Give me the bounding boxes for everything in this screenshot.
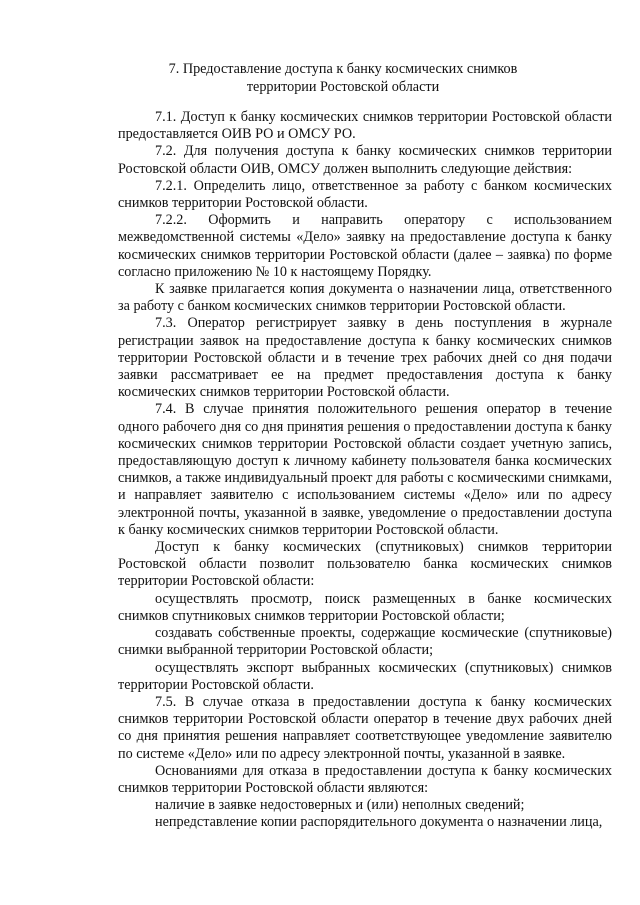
paragraph-7-5: 7.5. В случае отказа в предоставлении доступа к банку космических снимков территории Ростовской области оператор в течение двух рабочих дней со дня принятия решения направляет соответствующее уведомление заявителю по системе «Дело» или по адресу электронной почты, указанной в заявке. [118, 693, 612, 762]
paragraph-7-2: 7.2. Для получения доступа к банку космических снимков территории Ростовской области ОИВ, ОМСУ должен выполнить следующие действия: [118, 143, 612, 177]
section-title-line-2: территории Ростовской области [246, 78, 440, 95]
paragraph-refusal-item-1: наличие в заявке недостоверных и (или) неполных сведений; [155, 797, 525, 814]
paragraph-7-2-2: 7.2.2. Оформить и направить оператору с использованием межведомственной системы «Дело» заявку на предоставление доступа к банку космических снимков территории Ростовской области (далее – заявка) по форме согласно приложению № 10 к настоящему Порядку. [118, 212, 612, 280]
paragraph-access-intro: Доступ к банку космических (спутниковых) снимков территории Ростовской области позволит пользователю банка космических снимков территории Ростовской области: [118, 539, 612, 590]
paragraph-attachment: К заявке прилагается копия документа о назначении лица, ответственного за работу с банком космических снимков территории Ростовской области. [118, 281, 612, 315]
paragraph-refusal-intro: Основаниями для отказа в предоставлении доступа к банку космических снимков территории Ростовской области являются: [118, 762, 612, 796]
paragraph-7-2-1: 7.2.1. Определить лицо, ответственное за работу с банком космических снимков территории Ростовской области. [118, 177, 612, 212]
document-body [118, 109, 612, 832]
paragraph-access-item-3: осуществлять экспорт выбранных космических (спутниковых) снимков территории Ростовской области. [118, 659, 612, 693]
paragraph-access-item-1: осуществлять просмотр, поиск размещенных в банке космических снимков спутниковых снимков территории Ростовской области; [118, 590, 612, 624]
paragraph-7-3: 7.3. Оператор регистрирует заявку в день поступления в журнале регистрации заявок на предоставление доступа к банку космических снимков территории Ростовской области и в течение трех рабочих дней со дня подачи заявки рассматривает ее на предмет предоставления доступа к банку космических снимков территории Ростовской области. [118, 315, 612, 401]
paragraph-access-item-2: создавать собственные проекты, содержащие космические (спутниковые) снимки выбранной территории Ростовской области; [118, 625, 612, 659]
section-title [118, 61, 568, 96]
section-title-line-1: 7. Предоставление доступа к банку космических снимков [168, 61, 518, 77]
paragraph-7-1: 7.1. Доступ к банку космических снимков территории Ростовской области предоставляется ОИВ РО и ОМСУ РО. [118, 109, 612, 143]
paragraph-7-4: 7.4. В случае принятия положительного решения оператор в течение одного рабочего дня со дня принятия решения о предоставлении доступа к банку космических снимков территории Ростовской области создает учетную запись, предоставляющую доступ к личному кабинету пользователя банка космических снимков, а также индивидуальный проект для работы с космическими снимками, и направляет заявителю с использованием системы «Дело» или по адресу электронной почты, указанной в заявке, уведомление о предоставлении доступа к банку космических снимков территории Ростовской области. [118, 401, 612, 538]
paragraph-refusal-item-2: непредставление копии распорядительного документа о назначении лица, [155, 814, 603, 831]
